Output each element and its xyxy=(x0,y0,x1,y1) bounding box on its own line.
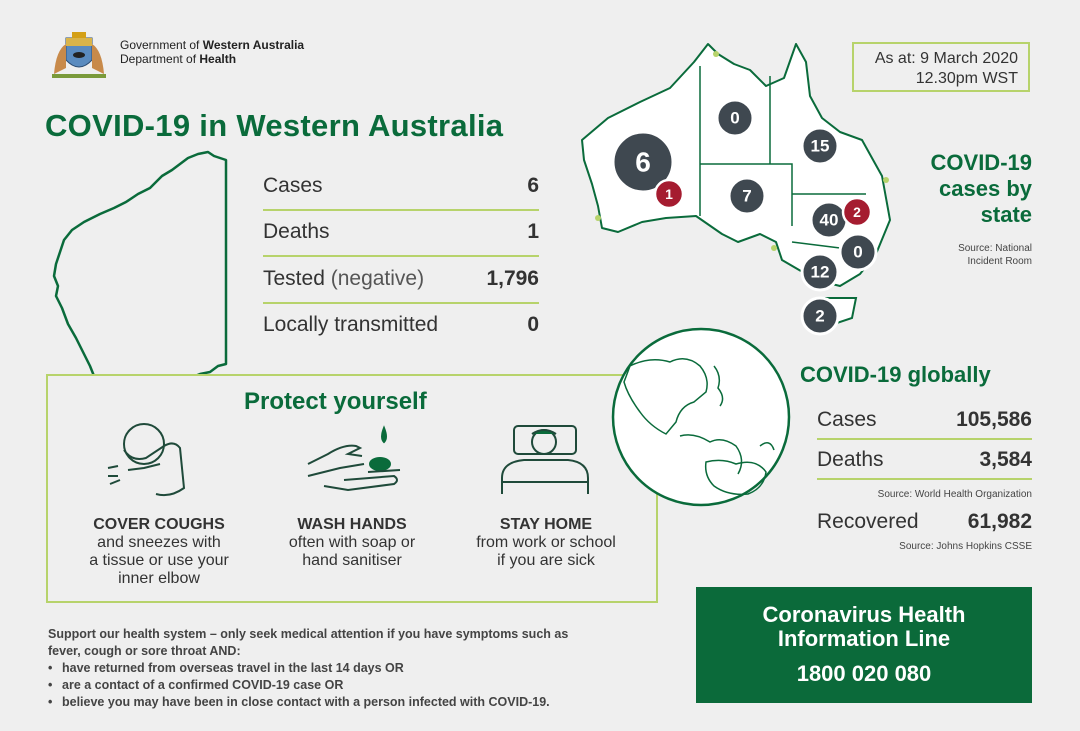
bubble-tas xyxy=(802,298,838,334)
tip-heading: COVER COUGHS xyxy=(93,516,225,533)
protect-title: Protect yourself xyxy=(244,388,427,415)
tip-wash-hands xyxy=(262,516,442,570)
department-label: Department of Health xyxy=(120,52,237,66)
stat-label: Recovered xyxy=(817,510,919,533)
support-intro: Support our health system – only seek medical attention if you have symptoms such as xyxy=(48,627,569,641)
cough-icon xyxy=(104,418,200,506)
tip-line: hand sanitiser xyxy=(302,552,402,569)
tip-cover-coughs xyxy=(66,516,252,588)
tip-line: a tissue or use your xyxy=(89,552,229,569)
bubble-value: 40 xyxy=(819,210,839,230)
stat-value: 1 xyxy=(527,220,539,243)
stat-label-suffix: (negative) xyxy=(330,267,425,290)
title-line: COVID-19 xyxy=(930,150,1032,175)
stat-row-local xyxy=(263,302,539,348)
stat-label: Deaths xyxy=(263,220,330,243)
stat-label: Deaths xyxy=(817,448,884,471)
who-source: Source: World Health Organization xyxy=(877,489,1032,500)
tip-line: from work or school xyxy=(476,534,616,551)
title-line: cases by xyxy=(939,176,1032,201)
bubble-value: 7 xyxy=(742,186,752,206)
australia-states-map xyxy=(570,36,900,336)
support-notice xyxy=(48,626,668,711)
western-australia-map xyxy=(50,148,232,406)
source-line: Source: National xyxy=(958,243,1032,254)
list-item: • believe you may have been in close contact with a person infected with COVID-19. xyxy=(48,694,668,711)
stat-row-cases xyxy=(263,163,539,211)
support-list xyxy=(48,660,668,711)
stat-value: 0 xyxy=(527,313,539,336)
stat-value: 3,584 xyxy=(979,448,1032,471)
global-title: COVID-19 globally xyxy=(800,362,991,387)
globe-icon xyxy=(610,326,792,508)
stat-value: 105,586 xyxy=(956,408,1032,431)
as-at-date: As at: 9 March 2020 xyxy=(874,50,1018,67)
as-at-time: 12.30pm WST xyxy=(915,70,1018,87)
list-item: • have returned from overseas travel in the last 14 days OR xyxy=(48,660,668,677)
global-row-deaths xyxy=(817,442,1032,480)
hotline-line2: Information Line xyxy=(777,626,951,651)
tip-heading: WASH HANDS xyxy=(297,516,407,533)
government-label: Government of Western Australia xyxy=(120,38,305,52)
stat-row-tested xyxy=(263,256,539,304)
stat-label: Cases xyxy=(263,174,323,197)
bubble-value: 12 xyxy=(810,262,830,282)
bed-icon xyxy=(498,420,592,500)
bubble-deaths: 2 xyxy=(853,204,861,220)
bubble-value: 0 xyxy=(853,242,863,262)
wa-government-crest-icon xyxy=(48,30,110,80)
bubble-nt xyxy=(717,100,753,136)
stat-label: Tested xyxy=(263,267,325,290)
bubble-value: 6 xyxy=(635,146,651,178)
stat-row-deaths xyxy=(263,209,539,257)
tip-line: inner elbow xyxy=(118,570,200,587)
tip-heading: STAY HOME xyxy=(499,516,593,533)
tip-line: often with soap or xyxy=(288,534,416,551)
stat-value: 61,982 xyxy=(967,510,1032,533)
global-row-cases xyxy=(817,402,1032,440)
bubble-value: 15 xyxy=(810,136,830,156)
stat-label: Cases xyxy=(817,408,877,431)
bubble-sa xyxy=(729,178,765,214)
state-source xyxy=(900,242,1032,268)
stat-label: Locally transmitted xyxy=(263,313,439,336)
hotline-panel xyxy=(696,587,1032,703)
tip-line: and sneezes with xyxy=(97,534,221,551)
tip-stay-home xyxy=(456,516,636,570)
hotline-line1: Coronavirus Health xyxy=(762,602,966,627)
handwash-icon xyxy=(304,424,408,500)
bubble-deaths: 1 xyxy=(665,186,673,202)
global-row-recovered xyxy=(817,504,1032,540)
bubble-qld xyxy=(802,128,838,164)
page-title: COVID-19 in Western Australia xyxy=(45,108,504,143)
bubble-vic xyxy=(802,254,838,290)
hotline-number[interactable]: 1800 020 080 xyxy=(796,661,932,686)
stat-value: 6 xyxy=(527,174,539,197)
tip-line: if you are sick xyxy=(497,552,595,569)
stat-value: 1,796 xyxy=(486,267,539,290)
title-line: state xyxy=(980,202,1032,227)
cases-by-state-title xyxy=(880,150,1032,228)
list-item: • are a contact of a confirmed COVID-19 case OR xyxy=(48,677,668,694)
source-line: Incident Room xyxy=(967,256,1032,267)
bubble-value: 2 xyxy=(815,306,825,326)
jhu-source: Source: Johns Hopkins CSSE xyxy=(899,541,1032,552)
support-intro: fever, cough or sore throat AND: xyxy=(48,644,241,658)
bubble-value: 0 xyxy=(730,108,740,128)
bubble-act xyxy=(840,234,876,270)
